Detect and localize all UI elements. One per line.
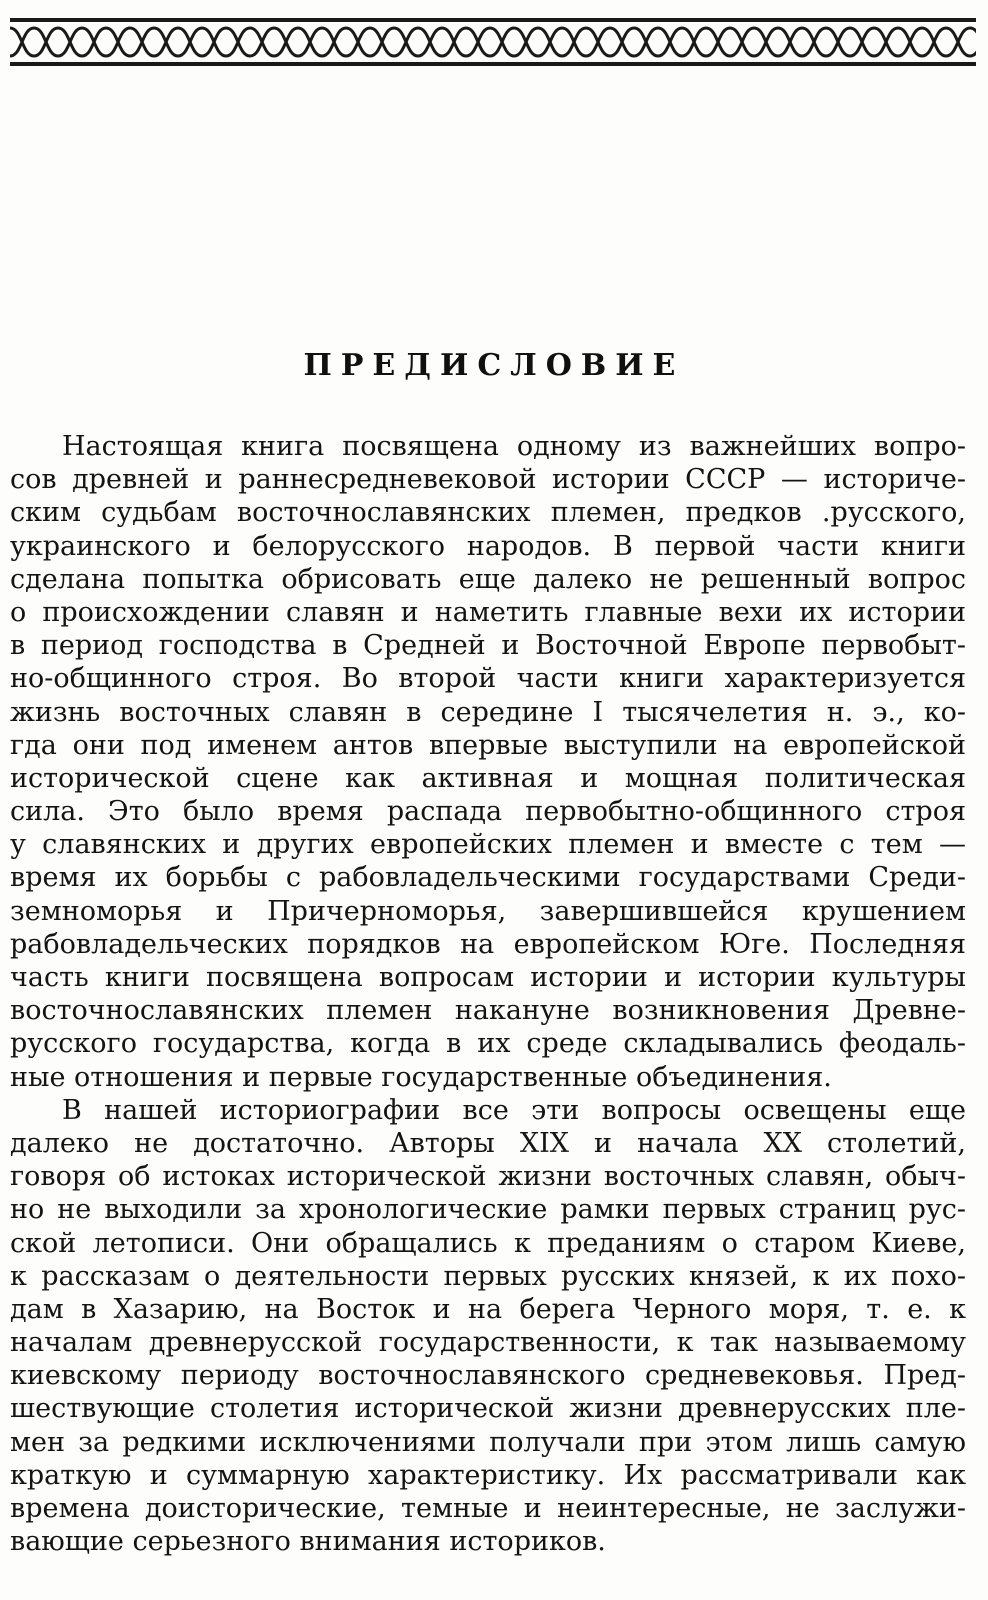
text-line: шествующие столетия исторической жизни древнерусских пле-	[10, 1393, 966, 1425]
body-text	[10, 430, 966, 1558]
text-line: у славянских и других европейских племен и вместе с тем —	[10, 829, 966, 861]
page-title: ПРЕДИСЛОВИЕ	[303, 348, 685, 383]
text-line: земноморья и Причерноморья, завершившейся крушением	[10, 895, 966, 927]
text-line: времена доисторические, темные и неинтересные, не заслужи-	[10, 1493, 966, 1524]
text-line: сила. Это было время распада первобытно-общинного строя	[10, 796, 966, 828]
text-line: исторической сцене как активная и мощная политическая	[10, 762, 966, 794]
text-line: далеко не достаточно. Авторы XIX и начала XX столетий,	[10, 1127, 966, 1159]
text-line: ским судьбам восточнославянских племен, предков .русского,	[10, 497, 966, 529]
text-line: сов древней и раннесредневековой истории СССР — историче-	[10, 464, 966, 496]
text-line: мен за редкими исключениями получали при этом лишь самую	[10, 1426, 966, 1458]
text-line: украинского и белорусского народов. В первой части книги	[10, 530, 966, 562]
text-line: дам в Хазарию, на Восток и на берега Черного моря, т. е. к	[10, 1293, 966, 1325]
text-line: киевскому периоду восточнославянского средневековья. Пред-	[10, 1360, 966, 1392]
paragraph-2	[10, 1094, 966, 1559]
text-line: время их борьбы с рабовладельческими государствами Среди-	[10, 862, 966, 894]
text-line: сделана попытка обрисовать еще далеко не решенный вопрос	[10, 563, 966, 595]
braided-rope-border-ornament-icon	[10, 18, 976, 66]
text-line: к рассказам о деятельности первых русских князей, к их похо-	[10, 1260, 966, 1292]
text-line: жизнь восточных славян в середине I тысячелетия н. э., ко-	[10, 696, 966, 728]
text-line: о происхождении славян и наметить главные вехи их истории	[10, 596, 966, 628]
text-line: В нашей историографии все эти вопросы освещены еще	[62, 1094, 966, 1126]
text-line: ные отношения и первые государственные объединения.	[10, 1061, 832, 1093]
text-line: краткую и суммарную характеристику. Их рассматривали как	[10, 1459, 966, 1491]
text-line: рабовладельческих порядков на европейском Юге. Последняя	[10, 928, 966, 960]
text-line: но не выходили за хронологические рамки первых страниц рус-	[10, 1194, 966, 1226]
text-line: ской летописи. Они обращались к преданиям о старом Киеве,	[10, 1227, 966, 1259]
text-line: но-общинного строя. Во второй части книги характеризуется	[10, 663, 966, 695]
text-line: часть книги посвящена вопросам истории и истории культуры	[10, 962, 966, 993]
text-line: вающие серьезного внимания историков.	[10, 1526, 606, 1558]
text-line: в период господства в Средней и Восточной Европе первобыт-	[10, 630, 966, 662]
text-line: гда они под именем антов впервые выступили на европейской	[10, 729, 966, 761]
text-line: говоря об истоках исторической жизни восточных славян, обыч-	[10, 1161, 966, 1193]
text-line: восточнославянских племен накануне возникновения Древне-	[10, 995, 966, 1027]
text-line: началам древнерусской государственности, к так называемому	[10, 1327, 966, 1359]
paragraph-1	[10, 430, 966, 1094]
text-line: Настоящая книга посвящена одному из важнейших вопро-	[62, 431, 966, 462]
text-line: русского государства, когда в их среде складывались феодаль-	[10, 1028, 966, 1060]
